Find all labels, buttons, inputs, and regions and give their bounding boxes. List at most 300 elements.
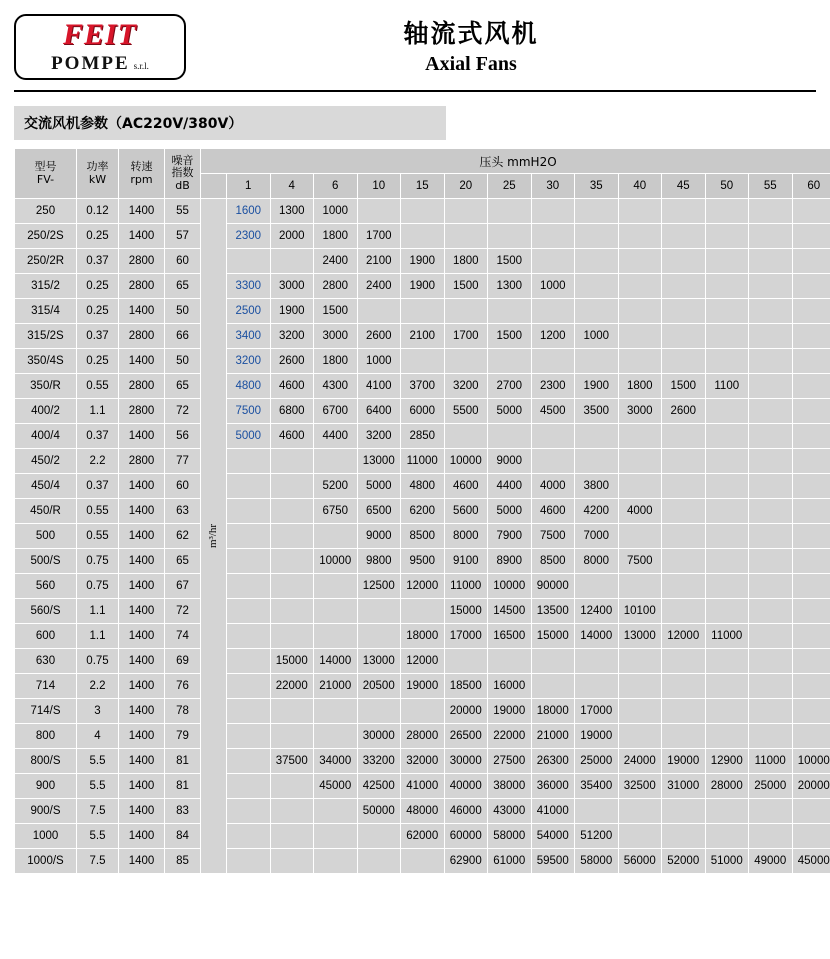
cell-flow-value — [488, 299, 532, 324]
cell-noise: 77 — [165, 449, 201, 474]
cell-flow-value: 1900 — [401, 274, 445, 299]
cell-model: 400/2 — [15, 399, 77, 424]
cell-flow-value: 54000 — [531, 824, 575, 849]
cell-noise: 72 — [165, 399, 201, 424]
cell-flow-value — [749, 699, 793, 724]
header-pressure-25: 25 — [488, 174, 532, 199]
cell-flow-value — [662, 249, 706, 274]
cell-noise: 56 — [165, 424, 201, 449]
cell-flow-value: 4100 — [357, 374, 401, 399]
cell-flow-value: 58000 — [488, 824, 532, 849]
cell-flow-value — [531, 249, 575, 274]
cell-model: 560 — [15, 574, 77, 599]
cell-flow-value: 1500 — [488, 324, 532, 349]
cell-flow-value — [618, 349, 662, 374]
cell-noise: 81 — [165, 749, 201, 774]
cell-flow-value — [618, 299, 662, 324]
cell-flow-value: 2700 — [488, 374, 532, 399]
cell-flow-value: 6800 — [270, 399, 314, 424]
cell-flow-value — [531, 349, 575, 374]
cell-flow-value — [705, 574, 749, 599]
cell-model: 450/4 — [15, 474, 77, 499]
cell-model: 250/2R — [15, 249, 77, 274]
cell-flow-value — [314, 574, 358, 599]
cell-power: 0.25 — [77, 274, 119, 299]
header-pressure-6: 6 — [314, 174, 358, 199]
table-body — [15, 199, 830, 874]
cell-power: 0.25 — [77, 224, 119, 249]
header-pressure-55: 55 — [749, 174, 793, 199]
cell-flow-value — [618, 799, 662, 824]
cell-model: 315/2 — [15, 274, 77, 299]
fan-parameters-table-wrap — [14, 148, 830, 874]
cell-flow-value: 2800 — [314, 274, 358, 299]
cell-speed: 2800 — [119, 449, 165, 474]
cell-flow-value — [705, 724, 749, 749]
cell-power: 0.25 — [77, 349, 119, 374]
cell-flow-value: 10000 — [444, 449, 488, 474]
cell-model: 630 — [15, 649, 77, 674]
cell-flow-value: 4400 — [488, 474, 532, 499]
cell-flow-value: 4600 — [531, 499, 575, 524]
cell-flow-value — [705, 299, 749, 324]
cell-flow-value: 51000 — [705, 849, 749, 874]
cell-flow-value — [792, 624, 830, 649]
cell-flow-value — [314, 824, 358, 849]
cell-power: 4 — [77, 724, 119, 749]
cell-flow-value: 4200 — [575, 499, 619, 524]
cell-flow-value — [618, 699, 662, 724]
cell-flow-value — [227, 574, 271, 599]
cell-flow-value: 19000 — [662, 749, 706, 774]
cell-flow-value: 2850 — [401, 424, 445, 449]
cell-flow-value: 15000 — [531, 624, 575, 649]
cell-power: 1.1 — [77, 624, 119, 649]
cell-flow-value — [227, 249, 271, 274]
cell-flow-value: 7000 — [575, 524, 619, 549]
table-row — [15, 299, 830, 324]
table-row — [15, 649, 830, 674]
cell-flow-value: 9000 — [357, 524, 401, 549]
cell-flow-value: 2400 — [314, 249, 358, 274]
cell-flow-value: 19000 — [575, 724, 619, 749]
cell-flow-value: 15000 — [444, 599, 488, 624]
header-pressure: 压头 mmH2O — [201, 149, 830, 174]
cell-flow-value — [792, 724, 830, 749]
cell-flow-value: 14000 — [314, 649, 358, 674]
cell-flow-value — [270, 624, 314, 649]
cell-flow-value — [662, 524, 706, 549]
cell-flow-value — [749, 799, 793, 824]
cell-flow-value — [618, 249, 662, 274]
cell-flow-value: 3000 — [314, 324, 358, 349]
header-noise-line1: 噪音 — [171, 153, 194, 167]
cell-flow-value: 2400 — [357, 274, 401, 299]
cell-model: 560/S — [15, 599, 77, 624]
cell-flow-value — [749, 424, 793, 449]
page-header — [14, 14, 816, 92]
cell-flow-value — [444, 299, 488, 324]
cell-flow-value — [575, 249, 619, 274]
logo-pompe-text: POMPE — [51, 52, 130, 74]
cell-flow-value — [749, 649, 793, 674]
cell-power: 0.55 — [77, 524, 119, 549]
cell-flow-value: 4600 — [444, 474, 488, 499]
cell-power: 0.75 — [77, 649, 119, 674]
cell-speed: 1400 — [119, 524, 165, 549]
header-pressure-60: 60 — [792, 174, 830, 199]
cell-flow-value: 10000 — [314, 549, 358, 574]
cell-flow-value: 2600 — [357, 324, 401, 349]
cell-flow-value: 3200 — [357, 424, 401, 449]
cell-speed: 2800 — [119, 399, 165, 424]
cell-power: 0.37 — [77, 249, 119, 274]
table-row — [15, 474, 830, 499]
cell-flow-value — [401, 299, 445, 324]
cell-flow-value — [618, 199, 662, 224]
cell-flow-value: 21000 — [314, 674, 358, 699]
cell-flow-value: 1800 — [314, 224, 358, 249]
cell-flow-value — [749, 199, 793, 224]
cell-flow-value: 2300 — [531, 374, 575, 399]
cell-flow-value: 6000 — [401, 399, 445, 424]
cell-flow-value: 35400 — [575, 774, 619, 799]
cell-flow-value: 7500 — [227, 399, 271, 424]
cell-power: 0.75 — [77, 574, 119, 599]
cell-flow-value — [705, 824, 749, 849]
cell-flow-value: 4800 — [401, 474, 445, 499]
cell-flow-value: 90000 — [531, 574, 575, 599]
cell-flow-value — [444, 424, 488, 449]
cell-flow-value: 3300 — [227, 274, 271, 299]
cell-flow-value: 12000 — [662, 624, 706, 649]
cell-flow-value — [618, 524, 662, 549]
cell-flow-value — [270, 524, 314, 549]
cell-flow-value: 34000 — [314, 749, 358, 774]
cell-model: 400/4 — [15, 424, 77, 449]
cell-flow-value: 13000 — [357, 649, 401, 674]
cell-flow-value — [488, 649, 532, 674]
cell-power: 3 — [77, 699, 119, 724]
cell-noise: 62 — [165, 524, 201, 549]
cell-flow-value — [227, 699, 271, 724]
cell-speed: 1400 — [119, 824, 165, 849]
cell-flow-value: 7900 — [488, 524, 532, 549]
cell-flow-value: 1900 — [575, 374, 619, 399]
cell-flow-value: 16000 — [488, 674, 532, 699]
cell-flow-value — [618, 224, 662, 249]
cell-flow-value — [705, 224, 749, 249]
cell-flow-value: 6400 — [357, 399, 401, 424]
cell-flow-value: 13000 — [357, 449, 401, 474]
header-power — [77, 149, 119, 199]
cell-power: 0.55 — [77, 499, 119, 524]
cell-flow-value — [618, 474, 662, 499]
cell-flow-value — [792, 299, 830, 324]
cell-flow-value — [792, 574, 830, 599]
table-row — [15, 574, 830, 599]
cell-flow-value — [618, 649, 662, 674]
cell-flow-value: 1800 — [618, 374, 662, 399]
cell-model: 450/2 — [15, 449, 77, 474]
cell-noise: 65 — [165, 274, 201, 299]
cell-flow-value — [531, 649, 575, 674]
cell-speed: 1400 — [119, 574, 165, 599]
cell-flow-value: 10000 — [792, 749, 830, 774]
table-row — [15, 274, 830, 299]
cell-flow-value: 12400 — [575, 599, 619, 624]
cell-flow-value — [662, 824, 706, 849]
cell-flow-value: 58000 — [575, 849, 619, 874]
cell-flow-value — [227, 499, 271, 524]
table-row — [15, 599, 830, 624]
cell-flow-value: 1500 — [662, 374, 706, 399]
cell-flow-value: 2600 — [270, 349, 314, 374]
cell-speed: 1400 — [119, 699, 165, 724]
cell-flow-value — [270, 824, 314, 849]
cell-flow-value — [227, 824, 271, 849]
cell-flow-value — [575, 449, 619, 474]
cell-speed: 1400 — [119, 199, 165, 224]
cell-model: 714 — [15, 674, 77, 699]
cell-flow-value: 12000 — [401, 574, 445, 599]
cell-flow-value — [227, 749, 271, 774]
cell-flow-value — [749, 824, 793, 849]
cell-flow-value — [705, 399, 749, 424]
cell-flow-value: 6750 — [314, 499, 358, 524]
cell-flow-value: 1500 — [488, 249, 532, 274]
cell-flow-value — [575, 274, 619, 299]
cell-model: 714/S — [15, 699, 77, 724]
cell-noise: 74 — [165, 624, 201, 649]
cell-flow-value: 45000 — [792, 849, 830, 874]
cell-flow-value — [227, 674, 271, 699]
cell-flow-value: 3700 — [401, 374, 445, 399]
cell-flow-value: 62000 — [401, 824, 445, 849]
cell-model: 450/R — [15, 499, 77, 524]
cell-flow-value — [314, 624, 358, 649]
cell-flow-value — [792, 249, 830, 274]
cell-flow-value: 25000 — [575, 749, 619, 774]
cell-flow-value: 25000 — [749, 774, 793, 799]
cell-flow-value: 9800 — [357, 549, 401, 574]
cell-flow-value: 2000 — [270, 224, 314, 249]
cell-flow-value — [705, 474, 749, 499]
cell-flow-value — [749, 674, 793, 699]
cell-flow-value: 24000 — [618, 749, 662, 774]
cell-flow-value — [488, 349, 532, 374]
cell-flow-value — [792, 549, 830, 574]
cell-speed: 2800 — [119, 249, 165, 274]
cell-flow-value: 5600 — [444, 499, 488, 524]
cell-power: 1.1 — [77, 599, 119, 624]
cell-flow-value — [705, 349, 749, 374]
cell-flow-value — [270, 724, 314, 749]
table-row — [15, 674, 830, 699]
cell-flow-value — [575, 424, 619, 449]
cell-flow-value: 1800 — [314, 349, 358, 374]
cell-flow-value — [575, 574, 619, 599]
cell-flow-value — [749, 574, 793, 599]
cell-flow-value — [749, 449, 793, 474]
cell-power: 5.5 — [77, 749, 119, 774]
cell-model: 315/2S — [15, 324, 77, 349]
cell-flow-value: 4000 — [531, 474, 575, 499]
cell-flow-value — [792, 524, 830, 549]
cell-power: 5.5 — [77, 824, 119, 849]
cell-flow-value — [227, 524, 271, 549]
cell-flow-value — [314, 799, 358, 824]
cell-noise: 63 — [165, 499, 201, 524]
cell-flow-value: 4000 — [618, 499, 662, 524]
cell-flow-value — [618, 824, 662, 849]
table-row — [15, 699, 830, 724]
header-pressure-35: 35 — [575, 174, 619, 199]
header-pressure-10: 10 — [357, 174, 401, 199]
cell-speed: 1400 — [119, 424, 165, 449]
cell-flow-value: 26500 — [444, 724, 488, 749]
cell-flow-value: 37500 — [270, 749, 314, 774]
cell-flow-value — [357, 199, 401, 224]
cell-noise: 79 — [165, 724, 201, 749]
header-pressure-50: 50 — [705, 174, 749, 199]
cell-noise: 84 — [165, 824, 201, 849]
cell-speed: 1400 — [119, 649, 165, 674]
cell-flow-value — [401, 224, 445, 249]
cell-flow-value: 9000 — [488, 449, 532, 474]
cell-flow-value — [749, 374, 793, 399]
cell-flow-value — [314, 524, 358, 549]
header-noise-line2: 指数 — [171, 166, 194, 180]
cell-flow-value — [575, 799, 619, 824]
cell-flow-value: 1600 — [227, 199, 271, 224]
cell-flow-value — [662, 474, 706, 499]
cell-model: 1000/S — [15, 849, 77, 874]
cell-flow-value — [792, 674, 830, 699]
cell-model: 500 — [15, 524, 77, 549]
cell-flow-value: 41000 — [531, 799, 575, 824]
cell-noise: 50 — [165, 299, 201, 324]
cell-flow-value — [227, 649, 271, 674]
logo-srl-text: s.r.l. — [133, 60, 149, 71]
cell-flow-value — [749, 399, 793, 424]
table-row — [15, 374, 830, 399]
table-row — [15, 324, 830, 349]
cell-flow-value — [575, 224, 619, 249]
flow-unit-label: m³/hr — [207, 523, 220, 549]
cell-flow-value: 31000 — [662, 774, 706, 799]
cell-flow-value — [531, 674, 575, 699]
cell-flow-value: 2100 — [357, 249, 401, 274]
cell-flow-value: 5500 — [444, 399, 488, 424]
cell-power: 0.37 — [77, 324, 119, 349]
cell-flow-value: 5000 — [357, 474, 401, 499]
cell-flow-value: 56000 — [618, 849, 662, 874]
cell-flow-value: 36000 — [531, 774, 575, 799]
cell-flow-value: 11000 — [444, 574, 488, 599]
cell-flow-value: 3800 — [575, 474, 619, 499]
table-row — [15, 849, 830, 874]
cell-flow-value — [444, 649, 488, 674]
cell-flow-value — [749, 624, 793, 649]
cell-flow-value: 20000 — [792, 774, 830, 799]
cell-flow-value: 5000 — [488, 499, 532, 524]
cell-noise: 69 — [165, 649, 201, 674]
cell-flow-value — [488, 224, 532, 249]
cell-flow-value — [792, 824, 830, 849]
cell-flow-value: 1700 — [357, 224, 401, 249]
cell-flow-value — [792, 199, 830, 224]
cell-model: 250 — [15, 199, 77, 224]
cell-power: 0.25 — [77, 299, 119, 324]
cell-speed: 2800 — [119, 274, 165, 299]
cell-speed: 1400 — [119, 224, 165, 249]
table-row — [15, 749, 830, 774]
cell-flow-value: 40000 — [444, 774, 488, 799]
header-pressure-20: 20 — [444, 174, 488, 199]
cell-flow-value: 1900 — [401, 249, 445, 274]
table-row — [15, 449, 830, 474]
header-model-line1: 型号 — [34, 159, 57, 173]
table-row — [15, 349, 830, 374]
cell-flow-value: 22000 — [488, 724, 532, 749]
cell-noise: 76 — [165, 674, 201, 699]
header-pressure-30: 30 — [531, 174, 575, 199]
cell-flow-value: 42500 — [357, 774, 401, 799]
cell-flow-value — [705, 699, 749, 724]
cell-power: 0.37 — [77, 424, 119, 449]
cell-flow-value — [488, 199, 532, 224]
cell-flow-value — [575, 349, 619, 374]
cell-flow-value — [270, 774, 314, 799]
cell-flow-value — [270, 474, 314, 499]
cell-speed: 1400 — [119, 724, 165, 749]
cell-flow-value: 1500 — [314, 299, 358, 324]
cell-flow-value: 50000 — [357, 799, 401, 824]
cell-flow-value — [792, 274, 830, 299]
cell-flow-value — [270, 499, 314, 524]
cell-flow-value — [444, 349, 488, 374]
cell-flow-value: 8900 — [488, 549, 532, 574]
cell-flow-value — [401, 699, 445, 724]
table-row — [15, 824, 830, 849]
cell-flow-value: 4500 — [531, 399, 575, 424]
cell-flow-value: 3200 — [444, 374, 488, 399]
cell-flow-value: 7500 — [618, 549, 662, 574]
table-row — [15, 499, 830, 524]
cell-flow-value: 19000 — [488, 699, 532, 724]
cell-flow-value — [792, 474, 830, 499]
cell-noise: 60 — [165, 249, 201, 274]
cell-flow-value — [705, 649, 749, 674]
cell-model: 800 — [15, 724, 77, 749]
cell-flow-value — [444, 199, 488, 224]
cell-flow-value: 3200 — [270, 324, 314, 349]
cell-flow-value — [662, 274, 706, 299]
cell-flow-value — [357, 849, 401, 874]
table-row — [15, 799, 830, 824]
cell-flow-value — [705, 424, 749, 449]
table-row — [15, 424, 830, 449]
cell-noise: 83 — [165, 799, 201, 824]
cell-flow-value: 4600 — [270, 424, 314, 449]
cell-flow-value: 19000 — [401, 674, 445, 699]
cell-flow-value: 8500 — [531, 549, 575, 574]
cell-flow-value: 12900 — [705, 749, 749, 774]
cell-flow-value: 11000 — [705, 624, 749, 649]
cell-flow-value — [662, 499, 706, 524]
cell-flow-value — [227, 724, 271, 749]
